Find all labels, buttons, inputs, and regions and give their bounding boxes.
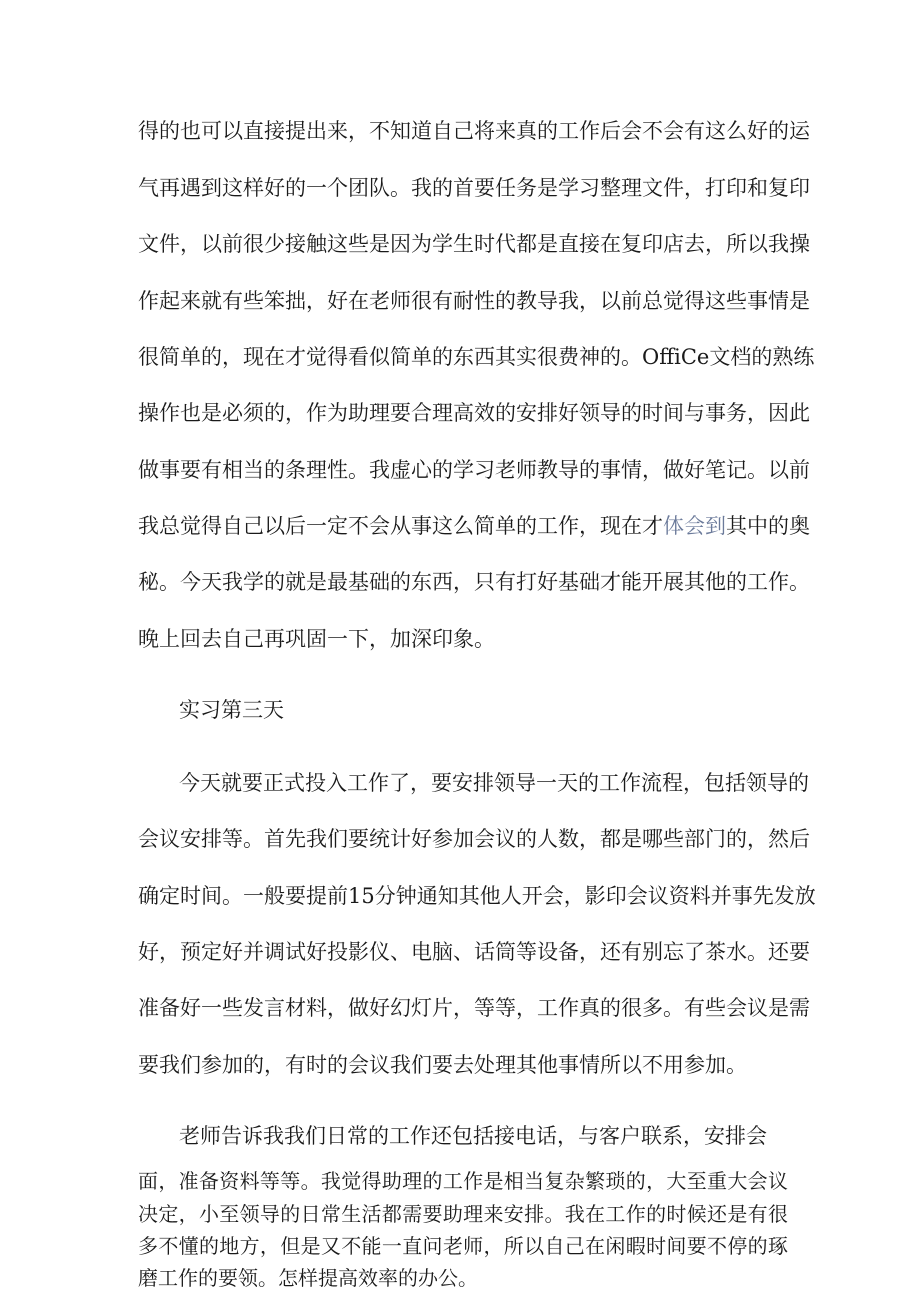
paragraph-line: 多不懂的地方，但是又不能一直问老师，所以自己在闲暇时间要不停的琢 xyxy=(138,1234,788,1258)
paragraph-line: 要我们参加的，有时的会议我们要去处理其他事情所以不用参加。 xyxy=(138,1053,747,1077)
paragraph-line: 晚上回去自己再巩固一下，加深印象。 xyxy=(138,627,495,651)
text-segment: 我总觉得自己以后一定不会从事这么简单的工作，现在才 xyxy=(138,514,663,538)
paragraph-line: 今天就要正式投入工作了，要安排领导一天的工作流程，包括领导的 xyxy=(179,771,809,795)
paragraph-line: 会议安排等。首先我们要统计好参加会议的人数，都是哪些部门的，然后 xyxy=(138,827,810,851)
highlighted-text: 体会到 xyxy=(663,514,726,538)
paragraph-line: 气再遇到这样好的一个团队。我的首要任务是学习整理文件，打印和复印 xyxy=(138,176,810,200)
text-segment: 其中的奥 xyxy=(726,514,810,538)
paragraph-line: 确定时间。一般要提前15分钟通知其他人开会，影印会议资料并事先发放 xyxy=(138,884,816,908)
paragraph-line: 面，准备资料等等。我觉得助理的工作是相当复杂繁琐的，大至重大会议 xyxy=(138,1169,788,1193)
paragraph-line: 决定，小至领导的日常生活都需要助理来安排。我在工作的时候还是有很 xyxy=(138,1202,788,1226)
paragraph-line: 作起来就有些笨拙，好在老师很有耐性的教导我，以前总觉得这些事情是 xyxy=(138,289,810,313)
paragraph-line: 老师告诉我我们日常的工作还包括接电话，与客户联系，安排会 xyxy=(179,1124,767,1148)
paragraph-line xyxy=(138,510,810,540)
paragraph-line: 做事要有相当的条理性。我虚心的学习老师教导的事情，做好笔记。以前 xyxy=(138,458,810,482)
paragraph-line: 秘。今天我学的就是最基础的东西，只有打好基础才能开展其他的工作。 xyxy=(138,570,810,594)
paragraph-line: 得的也可以直接提出来，不知道自己将来真的工作后会不会有这么好的运 xyxy=(138,119,810,143)
paragraph-line: 准备好一些发言材料，做好幻灯片，等等，工作真的很多。有些会议是需 xyxy=(138,996,810,1020)
paragraph-line: 好，预定好并调试好投影仪、电脑、话筒等设备，还有别忘了茶水。还要 xyxy=(138,940,810,964)
paragraph-line: 磨工作的要领。怎样提高效率的办公。 xyxy=(138,1266,478,1290)
section-heading: 实习第三天 xyxy=(179,698,284,722)
paragraph-line: 操作也是必须的，作为助理要合理高效的安排好领导的时间与事务，因此 xyxy=(138,401,810,425)
paragraph-line: 文件，以前很少接触这些是因为学生时代都是直接在复印店去，所以我操 xyxy=(138,232,810,256)
paragraph-line: 很简单的，现在才觉得看似简单的东西其实很费神的。OffiCe文档的熟练 xyxy=(138,345,815,369)
